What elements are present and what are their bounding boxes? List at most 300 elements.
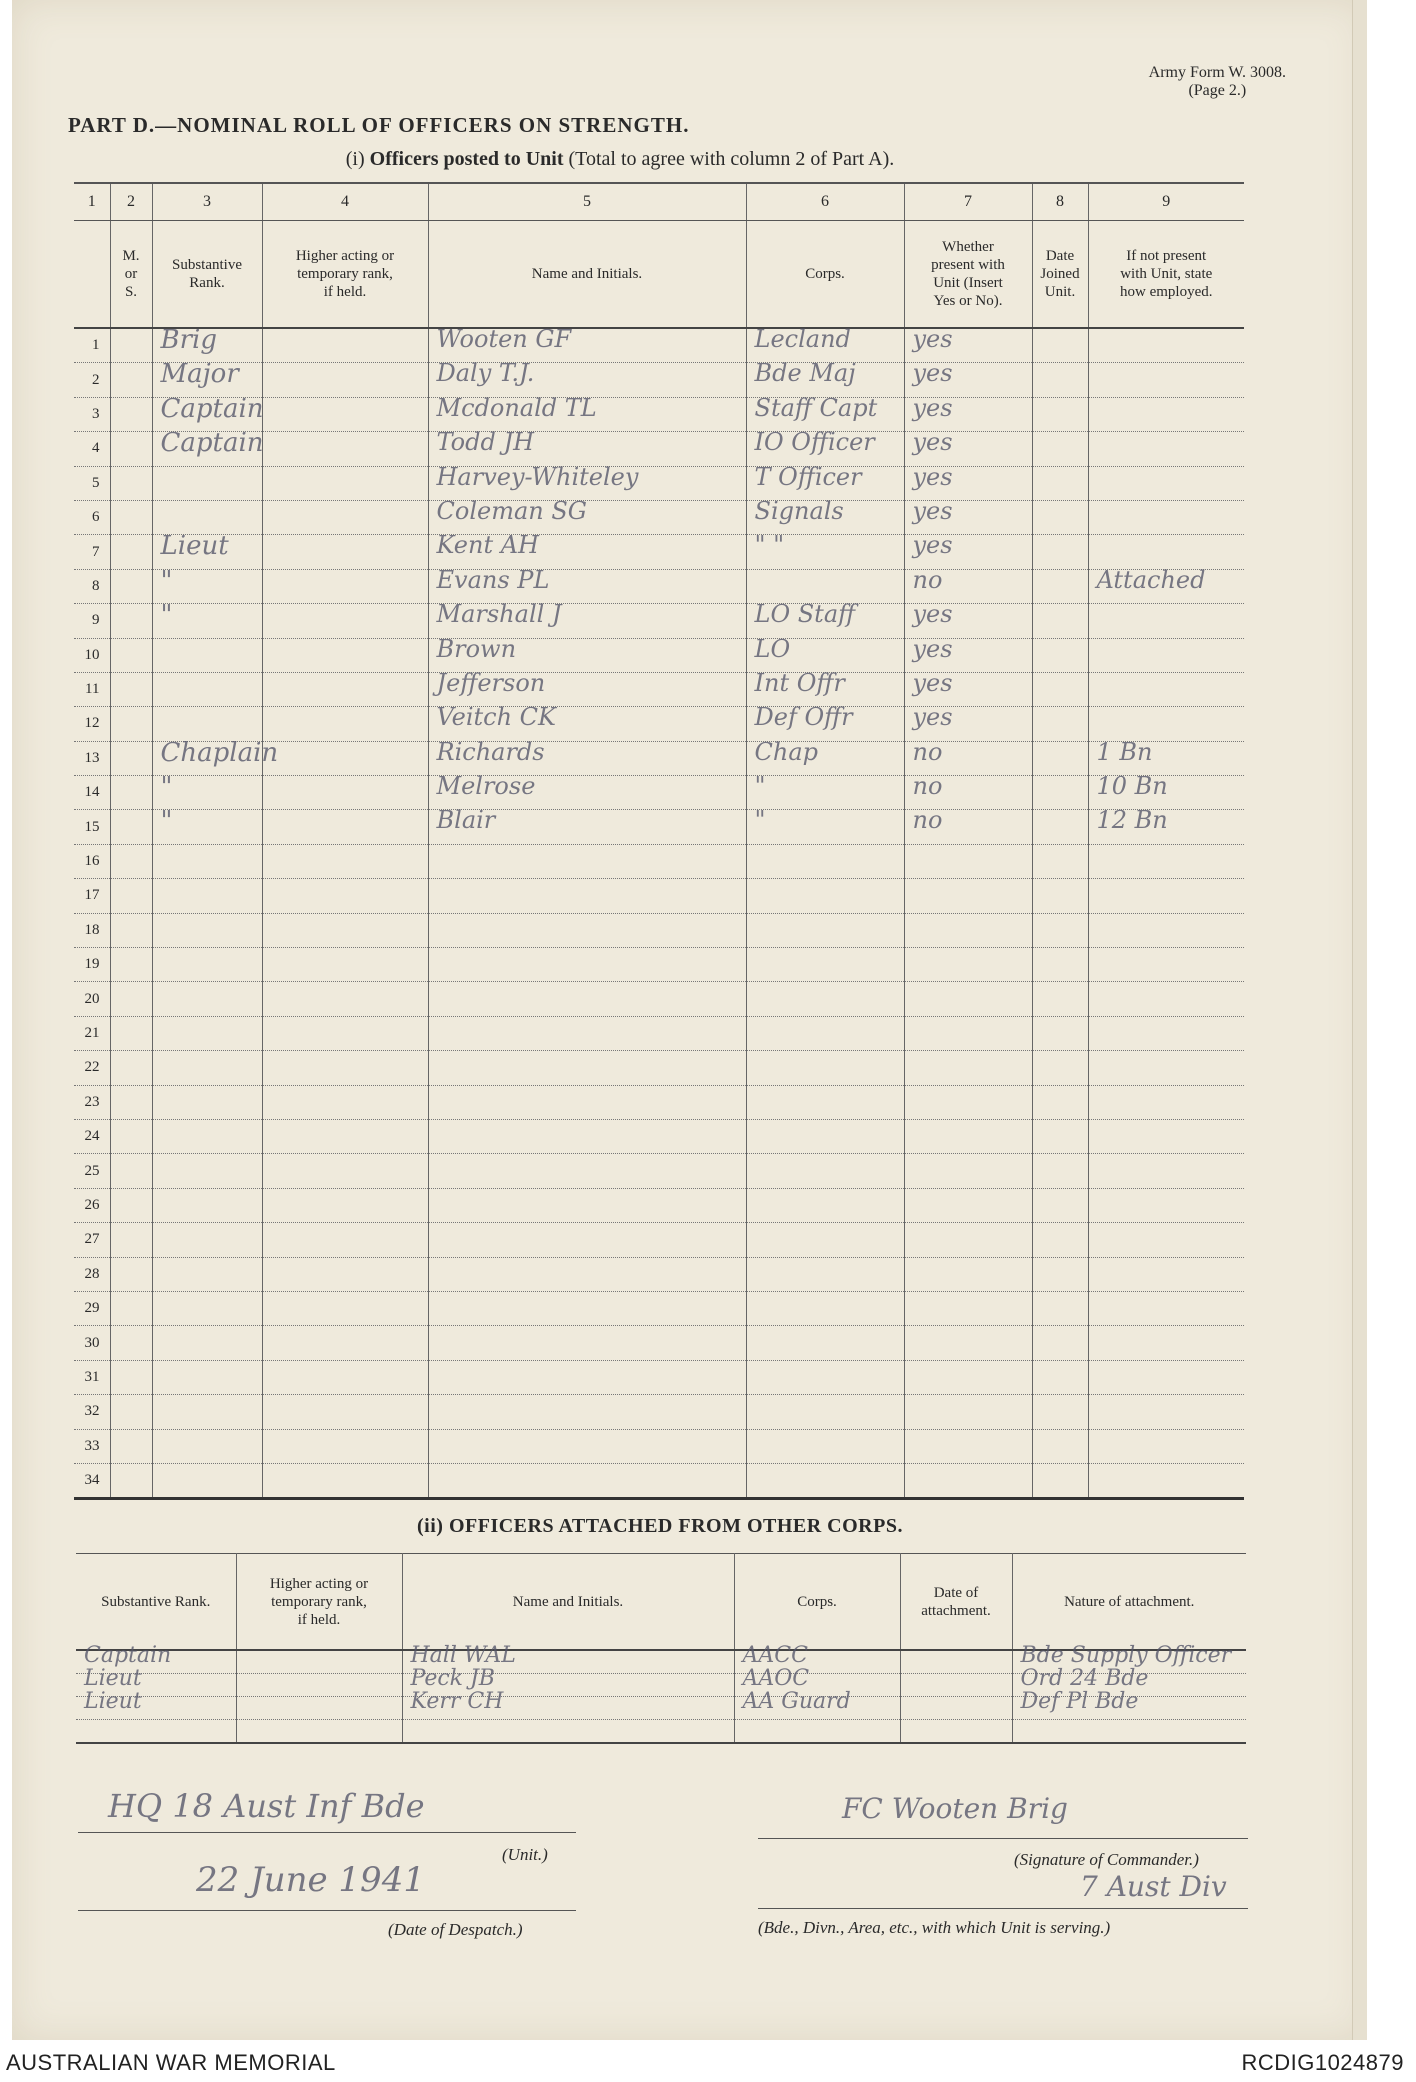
handwritten-name: Mcdonald TL [436, 393, 597, 422]
attached-cell [900, 1674, 1012, 1697]
table-cell [428, 844, 746, 878]
table-cell [428, 806, 746, 844]
table-cell [1088, 363, 1244, 397]
row-number: 29 [74, 1291, 110, 1325]
table-cell [746, 703, 904, 741]
table-cell [428, 1429, 746, 1463]
table-cell [1088, 432, 1244, 466]
table-cell [1088, 844, 1244, 878]
table-cell [110, 1223, 152, 1257]
table-cell [1032, 1395, 1088, 1429]
table-cell [152, 1119, 262, 1153]
handwritten-corps: Int Offr [754, 668, 845, 697]
table-cell [1032, 1223, 1088, 1257]
table-cell [1088, 1360, 1244, 1394]
table-cell [1088, 1326, 1244, 1360]
table-cell [152, 1188, 262, 1222]
table-cell [1088, 604, 1244, 638]
table-cell [428, 1360, 746, 1394]
table-cell [262, 844, 428, 878]
table-cell [428, 1463, 746, 1498]
table-cell [1088, 1085, 1244, 1119]
handwritten-name: Jefferson [436, 668, 546, 697]
table-cell [904, 1326, 1032, 1360]
table-cell [262, 982, 428, 1016]
form-number [1149, 64, 1286, 100]
table-cell [110, 707, 152, 741]
table-cell [262, 672, 428, 706]
row-number: 28 [74, 1257, 110, 1291]
table-cell [1032, 707, 1088, 741]
handwritten-corps: Bde Maj [754, 359, 856, 388]
handwritten-present: no [912, 737, 943, 766]
table-cell [110, 1119, 152, 1153]
table-cell [746, 1085, 904, 1119]
handwritten-name: Coleman SG [436, 496, 587, 525]
table-cell [262, 913, 428, 947]
table-cell [262, 707, 428, 741]
column-number-7: 7 [904, 183, 1032, 221]
table-cell [1032, 1016, 1088, 1050]
handwritten-nature: Ord 24 Bde [1020, 1666, 1149, 1691]
column-header-7: Whether present with Unit (Insert Yes or No). [904, 221, 1032, 329]
attached-cell [76, 1689, 236, 1720]
row-number: 12 [74, 707, 110, 741]
table-cell [262, 1395, 428, 1429]
handwritten-corps: AACC [742, 1643, 808, 1668]
column-number-4: 4 [262, 183, 428, 221]
table-row [74, 1188, 1244, 1222]
table-cell [746, 325, 904, 363]
date-handwriting: 22 June 1941 [196, 1860, 425, 1900]
table-cell [1088, 1257, 1244, 1291]
attached-row [76, 1720, 1246, 1744]
row-number: 13 [74, 741, 110, 775]
attached-header-3: Name and Initials. [402, 1554, 734, 1651]
table-cell [110, 844, 152, 878]
table-cell [110, 363, 152, 397]
row-number: 30 [74, 1326, 110, 1360]
handwritten-present: yes [912, 359, 953, 388]
table-row [74, 982, 1244, 1016]
table-cell [1088, 982, 1244, 1016]
handwritten-rank: Lieut [84, 1666, 142, 1691]
table-cell [428, 428, 746, 466]
table-cell [746, 531, 904, 569]
handwritten-corps: Chap [754, 737, 818, 766]
table-cell [110, 1360, 152, 1394]
table-row [74, 1154, 1244, 1188]
table-cell [1088, 1188, 1244, 1222]
column-header-row [74, 221, 1244, 329]
handwritten-name: Marshall J [436, 600, 562, 629]
table-cell [110, 328, 152, 363]
table-cell [110, 982, 152, 1016]
table-cell [746, 462, 904, 500]
table-row [74, 948, 1244, 982]
table-cell [746, 1257, 904, 1291]
table-cell [152, 844, 262, 878]
table-cell [1088, 879, 1244, 913]
table-row [74, 328, 1244, 363]
form-number-text: Army Form W. 3008. [1148, 64, 1286, 81]
table-cell [262, 1291, 428, 1325]
table-cell [262, 879, 428, 913]
row-number: 33 [74, 1429, 110, 1463]
table-cell [746, 844, 904, 878]
table-cell [904, 565, 1032, 603]
table-cell [1032, 604, 1088, 638]
table-cell [110, 1463, 152, 1498]
row-number: 22 [74, 1051, 110, 1085]
serving-line [758, 1908, 1248, 1909]
table-cell [110, 672, 152, 706]
handwritten-employed: Attached [1096, 565, 1206, 594]
handwritten-nature: Def Pl Bde [1020, 1689, 1139, 1714]
table-row [74, 741, 1244, 775]
handwritten-rank: Lieut [84, 1689, 142, 1714]
handwritten-present: no [912, 772, 943, 801]
handwritten-name: Todd JH [436, 428, 534, 457]
commander-label: (Signature of Commander.) [1014, 1850, 1199, 1869]
handwritten-present: yes [912, 462, 953, 491]
table-cell [262, 948, 428, 982]
table-cell [904, 1016, 1032, 1050]
table-cell [1088, 948, 1244, 982]
row-number: 11 [74, 672, 110, 706]
table-cell [1032, 328, 1088, 363]
table-cell [904, 913, 1032, 947]
handwritten-present: yes [912, 531, 953, 560]
table-cell [1088, 1154, 1244, 1188]
table-cell [904, 531, 1032, 569]
unit-line [78, 1832, 576, 1833]
table-cell [1088, 565, 1244, 603]
table-cell [1088, 707, 1244, 741]
table-cell [262, 535, 428, 569]
table-row [74, 879, 1244, 913]
table-cell [1088, 500, 1244, 534]
handwritten-nature: Bde Supply Officer [1020, 1643, 1232, 1668]
table-cell [1032, 879, 1088, 913]
attached-cell [236, 1697, 402, 1720]
table-cell [1088, 737, 1244, 775]
table-cell [904, 428, 1032, 466]
part-title: PART D.—NOMINAL ROLL OF OFFICERS ON STRENGTH. [68, 113, 690, 137]
handwritten-present: no [912, 806, 943, 835]
table-cell [110, 741, 152, 775]
table-cell [746, 806, 904, 844]
table-cell [1032, 1188, 1088, 1222]
table-row [74, 1085, 1244, 1119]
table-row [74, 1291, 1244, 1325]
column-header-9: If not present with Unit, state how employed. [1088, 221, 1244, 329]
table-cell [152, 325, 262, 363]
row-number: 21 [74, 1016, 110, 1050]
column-number-row [74, 183, 1244, 221]
attached-cell [900, 1697, 1012, 1720]
row-number: 24 [74, 1119, 110, 1153]
table-cell [110, 397, 152, 431]
table-cell [110, 500, 152, 534]
row-number: 7 [74, 535, 110, 569]
handwritten-name: Daly T.J. [436, 359, 535, 388]
row-number: 15 [74, 810, 110, 844]
attached-cell [236, 1674, 402, 1697]
table-cell [746, 1188, 904, 1222]
row-number: 3 [74, 397, 110, 431]
attached-header-row [76, 1554, 1246, 1651]
table-cell [746, 496, 904, 534]
table-cell [1032, 1085, 1088, 1119]
row-number: 8 [74, 569, 110, 603]
table-cell [1088, 638, 1244, 672]
table-cell [746, 1016, 904, 1050]
table-cell [904, 1188, 1032, 1222]
date-line [78, 1910, 576, 1911]
attached-cell [76, 1720, 236, 1744]
handwritten-employed: 10 Bn [1096, 772, 1168, 801]
table-cell [110, 1016, 152, 1050]
table-cell [746, 393, 904, 431]
attached-cell [900, 1650, 1012, 1674]
table-row [74, 1395, 1244, 1429]
table-cell [428, 634, 746, 672]
table-cell [904, 634, 1032, 672]
table-cell [1032, 776, 1088, 810]
table-cell [1032, 948, 1088, 982]
table-cell [1032, 1257, 1088, 1291]
table-cell [746, 1395, 904, 1429]
handwritten-name: Kent AH [436, 531, 539, 560]
table-cell [746, 948, 904, 982]
table-cell [1032, 1291, 1088, 1325]
table-cell [904, 1257, 1032, 1291]
table-cell [1088, 1051, 1244, 1085]
handwritten-corps: Def Offr [754, 703, 853, 732]
column-header-3: Substantive Rank. [152, 221, 262, 329]
table-cell [1088, 1223, 1244, 1257]
column-number-1: 1 [74, 183, 110, 221]
table-cell [110, 1429, 152, 1463]
table-cell [262, 500, 428, 534]
row-number: 27 [74, 1223, 110, 1257]
table-cell [1032, 1429, 1088, 1463]
row-number: 23 [74, 1085, 110, 1119]
handwritten-present: yes [912, 668, 953, 697]
column-number-9: 9 [1088, 183, 1244, 221]
table-cell [1032, 535, 1088, 569]
table-cell [152, 1257, 262, 1291]
attached-cell [734, 1689, 900, 1720]
table-cell [1032, 741, 1088, 775]
row-number: 18 [74, 913, 110, 947]
table-cell [746, 1119, 904, 1153]
table-cell [1088, 1291, 1244, 1325]
table-cell [152, 393, 264, 431]
table-cell [152, 500, 262, 534]
row-number: 20 [74, 982, 110, 1016]
table-cell [152, 879, 262, 913]
table-cell [904, 737, 1032, 775]
table-cell [1088, 1463, 1244, 1498]
table-cell [904, 1395, 1032, 1429]
table-cell [110, 1291, 152, 1325]
handwritten-employed: 1 Bn [1096, 737, 1153, 766]
subtitle-rest: (Total to agree with column 2 of Part A). [568, 148, 895, 170]
table-cell [428, 1291, 746, 1325]
table-cell [904, 1154, 1032, 1188]
table-cell [1032, 500, 1088, 534]
subtitle-prefix: (i) [345, 148, 365, 170]
handwritten-present: yes [912, 428, 953, 457]
handwritten-name: Hall WAL [410, 1643, 516, 1668]
footer-archive-name: AUSTRALIAN WAR MEMORIAL [6, 2050, 336, 2075]
table-cell [110, 466, 152, 500]
table-cell [428, 1051, 746, 1085]
table-cell [746, 879, 904, 913]
table-cell [1088, 772, 1244, 810]
table-cell [1032, 638, 1088, 672]
table-cell [1032, 397, 1088, 431]
handwritten-name: Richards [436, 737, 545, 766]
table-row [74, 1119, 1244, 1153]
handwritten-corps: LO [754, 634, 791, 663]
table-row [74, 913, 1244, 947]
table-cell [428, 600, 746, 638]
column-header-6: Corps. [746, 221, 904, 329]
table-cell [110, 1326, 152, 1360]
table-cell [428, 462, 746, 500]
table-cell [428, 1326, 746, 1360]
handwritten-corps: " [754, 806, 766, 835]
table-cell [1032, 1326, 1088, 1360]
table-cell [1032, 363, 1088, 397]
table-row [74, 1326, 1244, 1360]
table-cell [1088, 1119, 1244, 1153]
row-number: 26 [74, 1188, 110, 1222]
table-cell [746, 569, 904, 603]
table-cell [262, 1360, 428, 1394]
handwritten-corps: " [754, 772, 766, 801]
table-cell [1032, 1119, 1088, 1153]
row-number: 32 [74, 1395, 110, 1429]
handwritten-present: yes [912, 393, 953, 422]
attached-cell [734, 1720, 900, 1744]
table-cell [110, 913, 152, 947]
table-row [74, 535, 1244, 569]
handwritten-rank: Brig [160, 325, 217, 355]
table-cell [262, 1257, 428, 1291]
table-cell [110, 535, 152, 569]
handwritten-employed: 12 Bn [1096, 806, 1168, 835]
table-cell [152, 428, 264, 466]
table-cell [262, 1326, 428, 1360]
page-edge [1352, 0, 1367, 2040]
table-cell [262, 1154, 428, 1188]
handwritten-rank: Chaplain [160, 737, 279, 768]
table-cell [110, 1085, 152, 1119]
handwritten-rank: " [160, 806, 173, 837]
table-cell [152, 1085, 262, 1119]
handwritten-name: Melrose [436, 772, 536, 801]
table-cell [110, 1395, 152, 1429]
table-cell [1088, 913, 1244, 947]
footer-record-id: RCDIG1024879 [1241, 2050, 1404, 2075]
table-cell [904, 1051, 1032, 1085]
table-row [74, 432, 1244, 466]
table-cell [904, 325, 1032, 363]
handwritten-corps: IO Officer [754, 428, 875, 457]
table-cell [746, 359, 904, 397]
attached-cell [236, 1650, 402, 1674]
table-cell [110, 1257, 152, 1291]
attached-header-4: Corps. [734, 1554, 900, 1651]
table-row [74, 1360, 1244, 1394]
table-cell [428, 325, 746, 363]
unit-label: (Unit.) [502, 1845, 548, 1864]
table-cell [262, 569, 428, 603]
table-cell [746, 982, 904, 1016]
table-cell [1032, 913, 1088, 947]
row-number: 19 [74, 948, 110, 982]
table-cell [428, 1188, 746, 1222]
table-cell [904, 1119, 1032, 1153]
table-row [74, 363, 1244, 397]
handwritten-present: yes [912, 634, 953, 663]
table-cell [904, 1463, 1032, 1498]
table-cell [262, 741, 428, 775]
table-row [74, 672, 1244, 706]
table-cell [152, 1291, 262, 1325]
handwritten-corps: " " [754, 531, 785, 560]
table-cell [262, 363, 428, 397]
table-cell [262, 1223, 428, 1257]
table-cell [428, 1119, 746, 1153]
table-cell [428, 1154, 746, 1188]
column-number-3: 3 [152, 183, 262, 221]
column-number-5: 5 [428, 183, 746, 221]
table-cell [904, 1291, 1032, 1325]
table-cell [904, 462, 1032, 500]
table-cell [110, 948, 152, 982]
table-cell [428, 1257, 746, 1291]
table-cell [152, 1154, 262, 1188]
table-cell [152, 565, 262, 603]
handwritten-rank: Captain [84, 1643, 172, 1668]
table-cell [428, 879, 746, 913]
row-number: 14 [74, 776, 110, 810]
table-cell [262, 776, 428, 810]
table-cell [1032, 432, 1088, 466]
table-cell [262, 1188, 428, 1222]
table-cell [746, 1463, 904, 1498]
table-cell [746, 1291, 904, 1325]
row-number: 1 [74, 328, 110, 363]
table-cell [152, 531, 262, 569]
table-cell [428, 1016, 746, 1050]
handwritten-name: Peck JB [410, 1666, 495, 1691]
table-cell [428, 531, 746, 569]
table-cell [1088, 328, 1244, 363]
table-cell [262, 1119, 428, 1153]
handwritten-name: Wooten GF [436, 325, 572, 353]
table-cell [428, 565, 746, 603]
table-cell [110, 1051, 152, 1085]
table-cell [746, 772, 904, 810]
column-number-8: 8 [1032, 183, 1088, 221]
table-cell [746, 600, 904, 638]
